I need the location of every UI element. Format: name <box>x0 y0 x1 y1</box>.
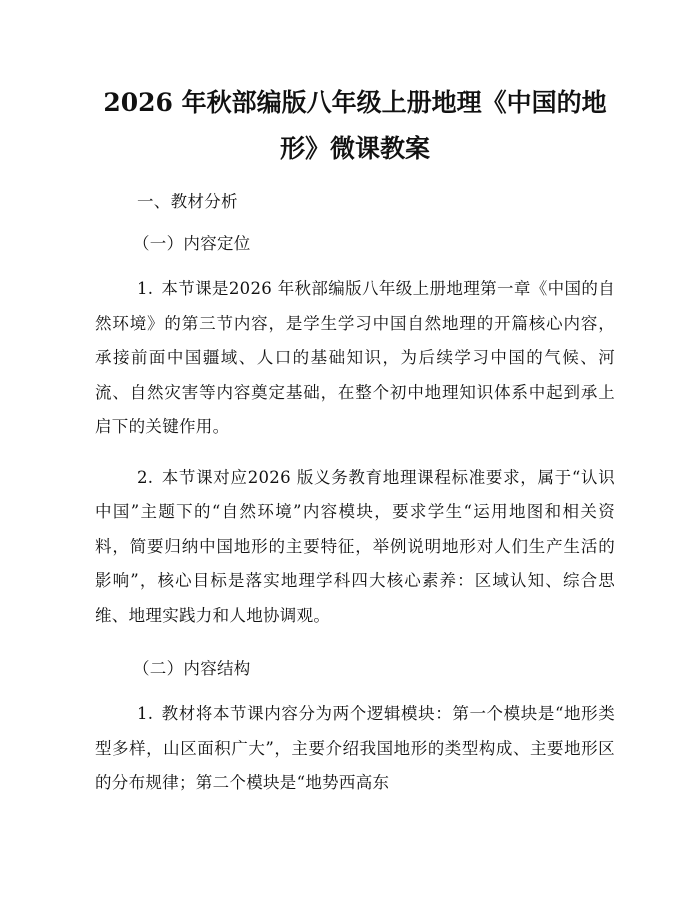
title-line-1: 2026 年秋部编版八年级上册地理《中国的地 <box>103 88 607 117</box>
subsection-heading-content-structure: （二）内容结构 <box>133 659 251 678</box>
paragraph-1 <box>95 272 615 445</box>
paragraph-2-text: 本节课对应2026 版义务教育地理课程标准要求，属于“认识中国”主题下的“自然环境”内容模块，要求学生“运用地图和相关资料，简要归纳中国地形的主要特征，举例说明地形对人们生产生活的影响”，核心目标是落实地理学科四大核心素养：区域认知、综合思维、地理实践力和人地协调观。 <box>95 467 615 625</box>
paragraph-1-text: 本节课是2026 年秋部编版八年级上册地理第一章《中国的自然环境》的第三节内容，是学生学习中国自然地理的开篇核心内容，承接前面中国疆域、人口的基础知识，为后续学习中国的气候、河流、自然灾害等内容奠定基础，在整个初中地理知识体系中起到承上启下的关键作用。 <box>95 279 615 436</box>
document-title <box>95 80 615 172</box>
paragraph-3-number: 1. <box>137 704 154 723</box>
document-body <box>95 182 615 817</box>
paragraph-2 <box>95 461 615 634</box>
paragraph-2-number: 2. <box>137 467 154 487</box>
section-heading-teaching-material-analysis: 一、教材分析 <box>137 192 238 211</box>
title-line-2: 形》微课教案 <box>279 134 430 163</box>
paragraph-3 <box>95 697 615 801</box>
paragraph-3-text: 教材将本节课内容分为两个逻辑模块：第一个模块是“地形类型多样，山区面积广大”，主要介绍我国地形的类型构成、主要地形区的分布规律；第二个模块是“地势西高东 <box>95 704 615 792</box>
paragraph-1-number: 1. <box>137 279 154 298</box>
subsection-heading-content-positioning: （一）内容定位 <box>133 234 251 253</box>
